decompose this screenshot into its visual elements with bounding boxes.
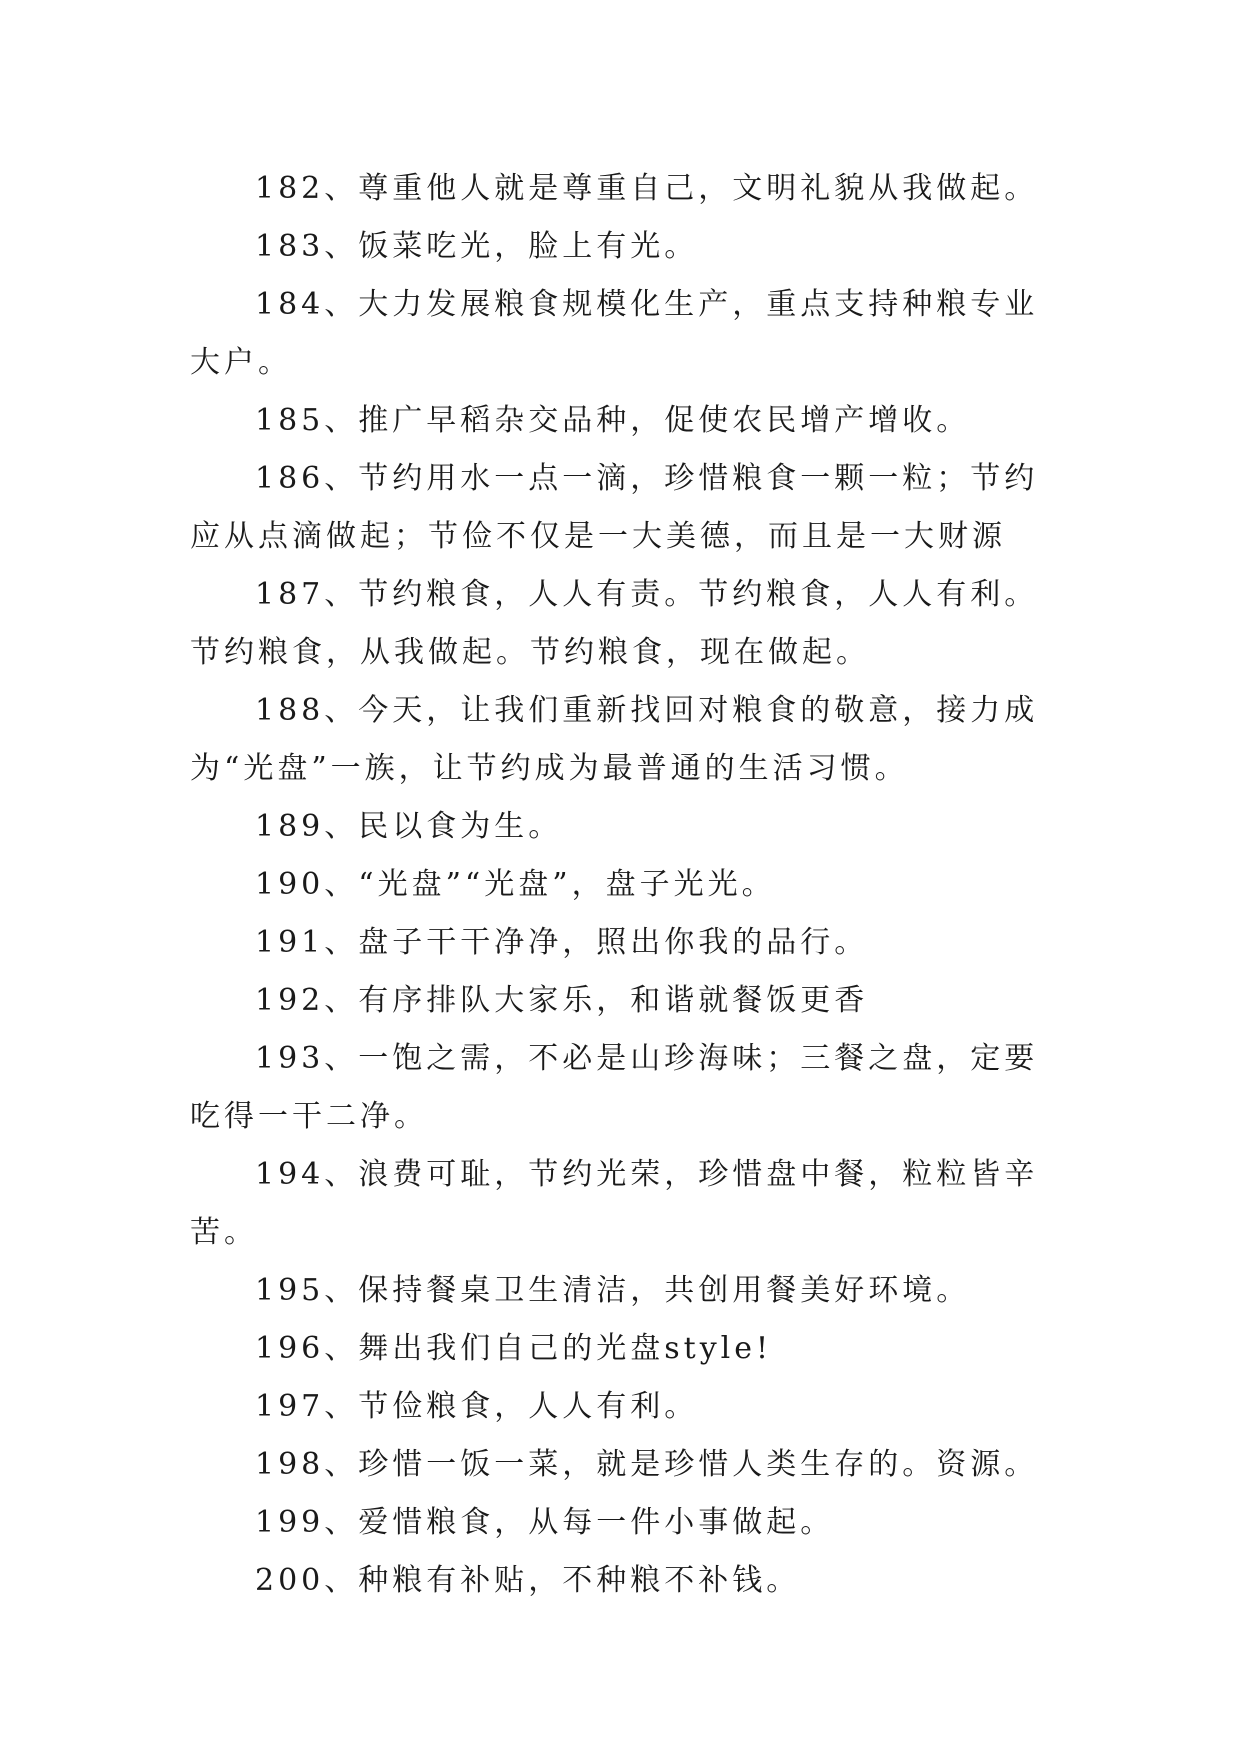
paragraph-185: 185、推广早稻杂交品种，促使农民增产增收。 xyxy=(255,403,971,438)
paragraph-194: 194、浪费可耻，节约光荣，珍惜盘中餐，粒粒皆辛苦。 xyxy=(190,1157,1039,1250)
paragraph-196: 196、舞出我们自己的光盘style! xyxy=(255,1331,773,1366)
paragraph-189: 189、民以食为生。 xyxy=(255,809,563,844)
paragraph-188: 188、今天，让我们重新找回对粮食的敬意，接力成为“光盘”一族，让节约成为最普通的生活习惯。 xyxy=(190,693,1039,786)
paragraph-197: 197、节俭粮食，人人有利。 xyxy=(255,1389,699,1424)
paragraph-190: 190、“光盘”“光盘”，盘子光光。 xyxy=(255,867,776,902)
paragraph-195: 195、保持餐桌卫生清洁，共创用餐美好环境。 xyxy=(255,1273,971,1308)
paragraph-200: 200、种粮有补贴，不种粮不补钱。 xyxy=(255,1563,801,1598)
paragraph-191: 191、盘子干干净净，照出你我的品行。 xyxy=(255,925,869,960)
document-body xyxy=(190,160,1060,1610)
paragraph-192: 192、有序排队大家乐，和谐就餐饭更香 xyxy=(255,983,869,1018)
paragraph-198: 198、珍惜一饭一菜，就是珍惜人类生存的。资源。 xyxy=(255,1447,1039,1482)
paragraph-186: 186、节约用水一点一滴，珍惜粮食一颗一粒；节约应从点滴做起；节俭不仅是一大美德，而且是一大财源 xyxy=(190,461,1039,554)
paragraph-193: 193、一饱之需，不必是山珍海味；三餐之盘，定要吃得一干二净。 xyxy=(190,1041,1039,1134)
paragraph-182: 182、尊重他人就是尊重自己，文明礼貌从我做起。 xyxy=(255,171,1039,206)
paragraph-199: 199、爱惜粮食，从每一件小事做起。 xyxy=(255,1505,835,1540)
paragraph-187: 187、节约粮食，人人有责。节约粮食，人人有利。节约粮食，从我做起。节约粮食，现在做起。 xyxy=(190,577,1039,670)
paragraph-184: 184、大力发展粮食规模化生产，重点支持种粮专业大户。 xyxy=(190,287,1039,380)
paragraph-183: 183、饭菜吃光，脸上有光。 xyxy=(255,229,699,264)
